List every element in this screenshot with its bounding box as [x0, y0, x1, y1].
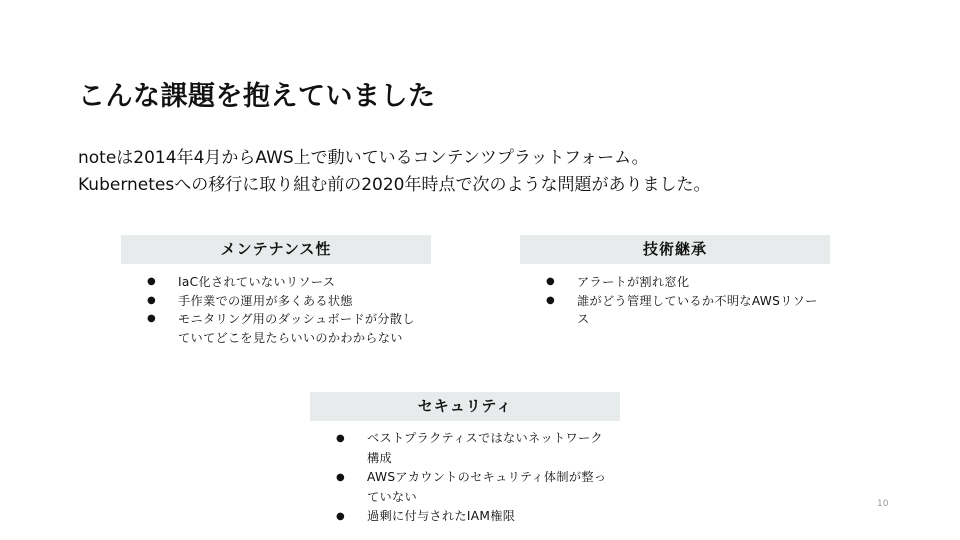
list-item-text: 手作業での運用が多くある状態	[178, 293, 353, 308]
list-item	[310, 468, 620, 507]
list-item	[310, 507, 620, 527]
card-tech-handover	[520, 235, 830, 329]
list-item	[121, 273, 431, 292]
slide-title: こんな課題を抱えていました	[78, 81, 436, 112]
card-maintainability	[121, 235, 431, 347]
card-list-tech-handover	[520, 273, 830, 329]
list-item	[121, 310, 431, 347]
bullet-icon: ●	[336, 511, 346, 522]
intro-text	[78, 145, 711, 199]
intro-line-2: Kubernetesへの移行に取り組む前の2020年時点で次のような問題がありました。	[78, 175, 711, 195]
bullet-icon: ●	[336, 433, 346, 444]
list-item	[121, 292, 431, 311]
card-list-security	[310, 429, 620, 527]
list-item-text: ベストプラクティスではないネットワーク構成	[367, 431, 603, 465]
card-list-maintainability	[121, 273, 431, 347]
bullet-icon: ●	[546, 294, 556, 306]
bullet-icon: ●	[147, 313, 157, 324]
card-heading-security: セキュリティ	[310, 392, 620, 421]
bullet-icon: ●	[147, 294, 157, 306]
list-item-text: IaC化されていないリソース	[178, 275, 336, 289]
list-item-text: 過剰に付与されたIAM権限	[367, 509, 516, 523]
page-number: 10	[877, 499, 889, 509]
bullet-icon: ●	[147, 276, 157, 287]
list-item-text: モニタリング用のダッシュボードが分散していてどこを見たらいいのかわからない	[178, 312, 415, 345]
list-item-text: 誰がどう管理しているか不明なAWSリソース	[577, 293, 818, 326]
bullet-icon: ●	[336, 472, 346, 483]
card-heading-maintainability: メンテナンス性	[121, 235, 431, 264]
intro-line-1: noteは2014年4月からAWS上で動いているコンテンツプラットフォーム。	[78, 148, 649, 168]
list-item-text: アラートが割れ窓化	[577, 275, 690, 289]
list-item	[520, 292, 830, 329]
list-item-text: AWSアカウントのセキュリティ体制が整っていない	[367, 470, 607, 504]
card-heading-tech-handover: 技術継承	[520, 235, 830, 264]
list-item	[520, 273, 830, 292]
list-item	[310, 429, 620, 468]
card-security	[310, 392, 620, 527]
bullet-icon: ●	[546, 276, 556, 287]
